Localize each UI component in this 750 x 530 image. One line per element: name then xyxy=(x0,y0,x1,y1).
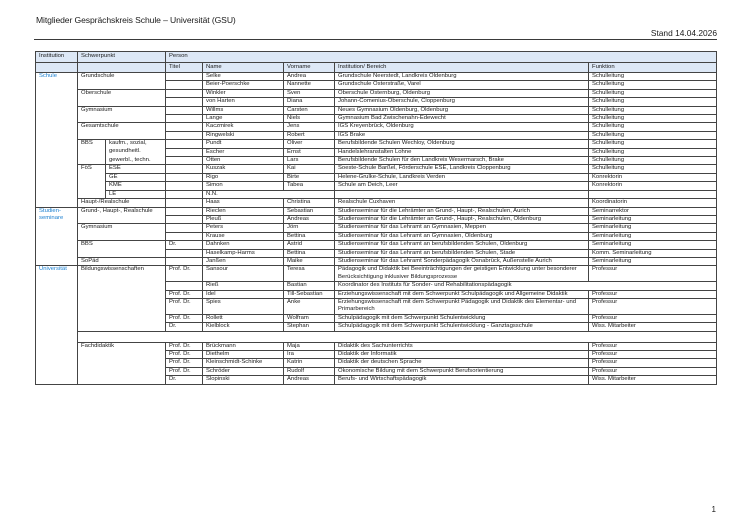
titel-cell xyxy=(166,106,203,114)
vorname-cell: Christina xyxy=(284,199,335,207)
bereich-cell: Koordinator des Instituts für Sonder- und Rehabilitationspädagogik xyxy=(335,282,717,290)
funktion-cell: Schulleitung xyxy=(589,131,717,139)
table-row xyxy=(36,199,717,207)
name-cell: Haselkamp-Harms xyxy=(203,249,284,257)
funktion-cell: Schulleitung xyxy=(589,89,717,97)
vorname-cell: Maike xyxy=(284,257,335,265)
titel-cell xyxy=(166,81,203,89)
name-cell: Pleuß xyxy=(203,215,284,223)
titel-cell xyxy=(166,140,203,148)
vorname-cell: Ira xyxy=(284,351,335,359)
vorname-cell: Sven xyxy=(284,89,335,97)
vorname-cell: Jörn xyxy=(284,224,335,232)
schwerpunkt-sub-cell: KME xyxy=(106,182,166,190)
bereich-cell: Studienseminar für das Lehramt Sonderpädagogik Osnabrück, Außenstelle Aurich xyxy=(335,257,589,265)
bereich-cell: Studienseminar für das Lehramt an Gymnasien, Oldenburg xyxy=(335,232,589,240)
name-cell: Pundt xyxy=(203,140,284,148)
funktion-cell: Schulleitung xyxy=(589,148,717,156)
titel-cell: Prof. Dr. xyxy=(166,266,203,282)
bereich-cell: Neues Gymnasium Oldenburg, Oldenburg xyxy=(335,106,589,114)
funktion-cell: Schulleitung xyxy=(589,140,717,148)
funktion-cell: Schulleitung xyxy=(589,98,717,106)
vorname-cell: Andreas xyxy=(284,215,335,223)
funktion-cell: Seminarleitung xyxy=(589,224,717,232)
titel-cell xyxy=(166,257,203,265)
name-cell: Idel xyxy=(203,290,284,298)
bereich-cell: Studienseminar für das Lehramt an berufsbildenden Schulen, Stade xyxy=(335,249,589,257)
vorname-cell: Kai xyxy=(284,165,335,173)
funktion-cell: Professur xyxy=(589,314,717,322)
funktion-cell: Schulleitung xyxy=(589,123,717,131)
titel-cell xyxy=(166,123,203,131)
bereich-cell: Erziehungswissenschaft mit dem Schwerpunkt Schulpädagogik und Allgemeine Didaktik xyxy=(335,290,589,298)
name-cell: Rieß xyxy=(203,282,284,290)
bereich-cell: Studienseminar für die Lehrämter an Grund-, Haupt-, Realschulen, Aurich xyxy=(335,207,589,215)
titel-cell xyxy=(166,199,203,207)
bereich-cell: Schulpädagogik mit dem Schwerpunkt Schulentwicklung - Ganztagsschule xyxy=(335,323,589,331)
name-cell: Slopinski xyxy=(203,376,284,384)
bereich-cell: Gymnasium Bad Zwischenahn-Edewecht xyxy=(335,115,589,123)
bereich-cell: Studienseminar für die Lehrämter an Grund-, Haupt-, Realschulen, Oldenburg xyxy=(335,215,589,223)
vorname-cell: Stephan xyxy=(284,323,335,331)
col-header-schwerpunkt: Schwerpunkt xyxy=(78,52,166,63)
table-row xyxy=(36,224,717,232)
name-cell: Haas xyxy=(203,199,284,207)
funktion-cell xyxy=(589,190,717,198)
vorname-cell: Birte xyxy=(284,173,335,181)
name-cell: Rieclen xyxy=(203,207,284,215)
bereich-cell: Studienseminar für das Lehramt an Gymnasien, Meppen xyxy=(335,224,589,232)
name-cell: Dahnken xyxy=(203,241,284,249)
schwerpunkt-cell: Gymnasium xyxy=(78,106,166,123)
vorname-cell: Tabea xyxy=(284,182,335,190)
titel-cell xyxy=(166,89,203,97)
table-row xyxy=(36,106,717,114)
header-row-2 xyxy=(36,62,717,73)
name-cell: Kuszak xyxy=(203,165,284,173)
vorname-cell: Niels xyxy=(284,115,335,123)
funktion-cell: Konrektorin xyxy=(589,173,717,181)
bereich-cell: Helene-Grulke-Schule, Landkreis Verden xyxy=(335,173,589,181)
document-date: Stand 14.04.2026 xyxy=(650,28,717,38)
bereich-cell: IGS Kreyenbrück, Oldenburg xyxy=(335,123,589,131)
vorname-cell: Bettina xyxy=(284,249,335,257)
funktion-cell: Schulleitung xyxy=(589,165,717,173)
funktion-cell: Professur xyxy=(589,266,717,282)
vorname-cell: Andreas xyxy=(284,376,335,384)
schwerpunkt-sub-cell: kaufm., sozial, gesundheitl. xyxy=(106,140,166,157)
vorname-cell: Teresa xyxy=(284,266,335,282)
schwerpunkt-cell: SoPäd xyxy=(78,257,166,265)
bereich-cell: Didaktik des Sachunterrichts xyxy=(335,342,589,350)
col-header-empty xyxy=(36,62,78,73)
col-header-name: Name xyxy=(203,62,284,73)
bereich-cell: Berufsbildende Schulen für den Landkreis Wesermarsch, Brake xyxy=(335,157,589,165)
bereich-cell: Soeste-Schule Barßel, Förderschule ESE, Landkreis Cloppenburg xyxy=(335,165,589,173)
titel-cell xyxy=(166,73,203,81)
name-cell: Peters xyxy=(203,224,284,232)
vorname-cell: Andrea xyxy=(284,73,335,81)
titel-cell: Prof. Dr. xyxy=(166,342,203,350)
bereich-cell: Berufsbildende Schulen Wechloy, Oldenburg xyxy=(335,140,589,148)
name-cell: Escher xyxy=(203,148,284,156)
bereich-cell: Handelslehranstalten Lohne xyxy=(335,148,589,156)
name-cell: Diethelm xyxy=(203,351,284,359)
name-cell: Kielblock xyxy=(203,323,284,331)
institution-cell: Schule xyxy=(36,73,78,208)
header-row-1 xyxy=(36,52,717,63)
vorname-cell: Oliver xyxy=(284,140,335,148)
vorname-cell: Robert xyxy=(284,131,335,139)
vorname-cell: Diana xyxy=(284,98,335,106)
table-row xyxy=(36,182,717,190)
col-header-funktion: Funktion xyxy=(589,62,717,73)
funktion-cell: Schulleitung xyxy=(589,115,717,123)
vorname-cell: Bastian xyxy=(284,282,335,290)
funktion-cell: Seminarleitung xyxy=(589,232,717,240)
schwerpunkt-cell: Fachdidaktik xyxy=(78,342,166,384)
titel-cell: Prof. Dr. xyxy=(166,290,203,298)
bereich-cell: Studienseminar für das Lehramt an berufsbildenden Schulen, Oldenburg xyxy=(335,241,589,249)
spacer-cell xyxy=(78,331,717,342)
schwerpunkt-cell: BBS xyxy=(78,140,106,165)
name-cell: Selke xyxy=(203,73,284,81)
vorname-cell: Bettina xyxy=(284,232,335,240)
funktion-cell: Wiss. Mitarbeiter xyxy=(589,323,717,331)
bereich-cell: Berufs- und Wirtschaftspädagogik xyxy=(335,376,589,384)
bereich-cell: Grundschule Neerstedt, Landkreis Oldenburg xyxy=(335,73,589,81)
name-cell: Ringwelski xyxy=(203,131,284,139)
titel-cell xyxy=(166,131,203,139)
table-row xyxy=(36,89,717,97)
titel-cell: Dr. xyxy=(166,376,203,384)
name-cell: Otten xyxy=(203,157,284,165)
funktion-cell: Schulleitung xyxy=(589,106,717,114)
name-cell: von Harten xyxy=(203,98,284,106)
vorname-cell: Carsten xyxy=(284,106,335,114)
titel-cell xyxy=(166,232,203,240)
funktion-cell: Professur xyxy=(589,359,717,367)
members-table xyxy=(35,51,717,385)
funktion-cell: Komm. Seminarleitung xyxy=(589,249,717,257)
bereich-cell: Realschule Cuxhaven xyxy=(335,199,589,207)
titel-cell: Dr. xyxy=(166,241,203,249)
vorname-cell: Rudolf xyxy=(284,367,335,375)
schwerpunkt-cell: Gymnasium xyxy=(78,224,166,241)
funktion-cell: Professur xyxy=(589,342,717,350)
funktion-cell: Seminarleitung xyxy=(589,215,717,223)
vorname-cell: Ernst xyxy=(284,148,335,156)
funktion-cell: Wiss. Mitarbeiter xyxy=(589,376,717,384)
col-header-vorname: Vorname xyxy=(284,62,335,73)
vorname-cell: Jens xyxy=(284,123,335,131)
bereich-cell: Didaktik der deutschen Sprache xyxy=(335,359,589,367)
bereich-cell: Ökonomische Bildung mit dem Schwerpunkt Berufsorientierung xyxy=(335,367,589,375)
name-cell: Rollett xyxy=(203,314,284,322)
funktion-cell: Seminarleitung xyxy=(589,241,717,249)
name-cell: Kleinschmidt-Schinke xyxy=(203,359,284,367)
titel-cell xyxy=(166,98,203,106)
col-header-bereich: Institution/ Bereich xyxy=(335,62,589,73)
table-row xyxy=(36,123,717,131)
funktion-cell: Seminarleitung xyxy=(589,257,717,265)
titel-cell: Prof. Dr. xyxy=(166,367,203,375)
name-cell: Rigo xyxy=(203,173,284,181)
name-cell: Janßen xyxy=(203,257,284,265)
funktion-cell: Schulleitung xyxy=(589,157,717,165)
schwerpunkt-cell: Gesamtschule xyxy=(78,123,166,140)
schwerpunkt-cell: BBS xyxy=(78,241,166,258)
bereich-cell: Didaktik der Informatik xyxy=(335,351,589,359)
funktion-cell: Professur xyxy=(589,290,717,298)
table-row xyxy=(36,342,717,350)
titel-cell xyxy=(166,165,203,173)
titel-cell: Prof. Dr. xyxy=(166,359,203,367)
schwerpunkt-cell: Haupt-/Realschule xyxy=(78,199,166,207)
titel-cell xyxy=(166,249,203,257)
table-row xyxy=(36,241,717,249)
titel-cell xyxy=(166,207,203,215)
vorname-cell: Till-Sebastian xyxy=(284,290,335,298)
titel-cell xyxy=(166,157,203,165)
col-header-titel: Titel xyxy=(166,62,203,73)
titel-cell: Prof. Dr. xyxy=(166,351,203,359)
bereich-cell: Schulpädagogik mit dem Schwerpunkt Schulentwicklung xyxy=(335,314,589,322)
titel-cell xyxy=(166,224,203,232)
name-cell: N.N. xyxy=(203,190,335,198)
funktion-cell: Professur xyxy=(589,351,717,359)
funktion-cell: Professur xyxy=(589,298,717,314)
vorname-cell: Maja xyxy=(284,342,335,350)
funktion-cell: Professur xyxy=(589,367,717,375)
table-row xyxy=(36,207,717,215)
spacer-row xyxy=(36,331,717,342)
table-row xyxy=(36,173,717,181)
vorname-cell: Wolfram xyxy=(284,314,335,322)
titel-cell xyxy=(166,215,203,223)
bereich-cell: Pädagogik und Didaktik bei Beeinträchtigungen der geistigen Entwicklung unter besonderer Berücksichtigung inklusiver Bildungsprozesse xyxy=(335,266,589,282)
titel-cell xyxy=(166,182,203,190)
name-cell: Winkler xyxy=(203,89,284,97)
name-cell: Lange xyxy=(203,115,284,123)
bereich-cell: Schule am Deich, Leer xyxy=(335,182,589,190)
vorname-cell: Astrid xyxy=(284,241,335,249)
table-row xyxy=(36,190,717,198)
schwerpunkt-sub-cell: gewerbl., techn. xyxy=(106,157,166,165)
titel-cell: Prof. Dr. xyxy=(166,298,203,314)
bereich-cell: Erziehungswissenschaft mit dem Schwerpunkt Pädagogik und Didaktik des Elementar- und Primarbereich xyxy=(335,298,589,314)
titel-cell xyxy=(166,148,203,156)
schwerpunkt-cell: Grund-, Haupt-, Realschule xyxy=(78,207,166,224)
bereich-cell: IGS Brake xyxy=(335,131,589,139)
bereich-cell: Oberschule Osternburg, Oldenburg xyxy=(335,89,589,97)
col-header-institution: Institution xyxy=(36,52,78,63)
vorname-cell: Lars xyxy=(284,157,335,165)
institution-cell: Universität xyxy=(36,266,78,384)
col-header-empty xyxy=(78,62,166,73)
name-cell: Simon xyxy=(203,182,284,190)
name-cell: Krause xyxy=(203,232,284,240)
vorname-cell: Katrin xyxy=(284,359,335,367)
name-cell: Willms xyxy=(203,106,284,114)
name-cell: Beier-Poerschke xyxy=(203,81,284,89)
col-header-person: Person xyxy=(166,52,717,63)
name-cell: Kaczmirek xyxy=(203,123,284,131)
titel-cell xyxy=(166,282,203,290)
document-title: Mitglieder Gesprächskreis Schule – Universität (GSU) xyxy=(36,15,236,25)
schwerpunkt-sub-cell: ESE xyxy=(106,165,166,173)
vorname-cell: Anke xyxy=(284,298,335,314)
funktion-cell: Seminarrektor xyxy=(589,207,717,215)
name-cell: Sansour xyxy=(203,266,284,282)
funktion-cell: Koordinatorin xyxy=(589,199,717,207)
name-cell: Schröder xyxy=(203,367,284,375)
table-row xyxy=(36,73,717,81)
schwerpunkt-cell: Oberschule xyxy=(78,89,166,106)
header-divider xyxy=(34,39,717,40)
titel-cell: Dr. xyxy=(166,323,203,331)
schwerpunkt-cell: Grundschule xyxy=(78,73,166,90)
titel-cell xyxy=(166,173,203,181)
titel-cell: Prof. Dr. xyxy=(166,314,203,322)
bereich-cell: Johann-Comenius-Oberschule, Cloppenburg xyxy=(335,98,589,106)
bereich-cell xyxy=(335,190,589,198)
funktion-cell: Schulleitung xyxy=(589,81,717,89)
schwerpunkt-sub-cell: LE xyxy=(106,190,166,198)
vorname-cell: Nannette xyxy=(284,81,335,89)
schwerpunkt-cell: Bildungswissenschaften xyxy=(78,266,166,331)
funktion-cell: Schulleitung xyxy=(589,73,717,81)
titel-cell xyxy=(166,190,203,198)
schwerpunkt-sub-cell: GE xyxy=(106,173,166,181)
vorname-cell: Sebastian xyxy=(284,207,335,215)
institution-cell: Studien-seminare xyxy=(36,207,78,266)
page-number: 1 xyxy=(711,505,716,514)
table-row xyxy=(36,157,717,165)
titel-cell xyxy=(166,115,203,123)
name-cell: Brückmann xyxy=(203,342,284,350)
table-row xyxy=(36,140,717,148)
schwerpunkt-cell: FöS xyxy=(78,165,106,199)
bereich-cell: Grundschule Osterstraße, Varel xyxy=(335,81,589,89)
funktion-cell: Konrektorin xyxy=(589,182,717,190)
table-row xyxy=(36,165,717,173)
name-cell: Spies xyxy=(203,298,284,314)
